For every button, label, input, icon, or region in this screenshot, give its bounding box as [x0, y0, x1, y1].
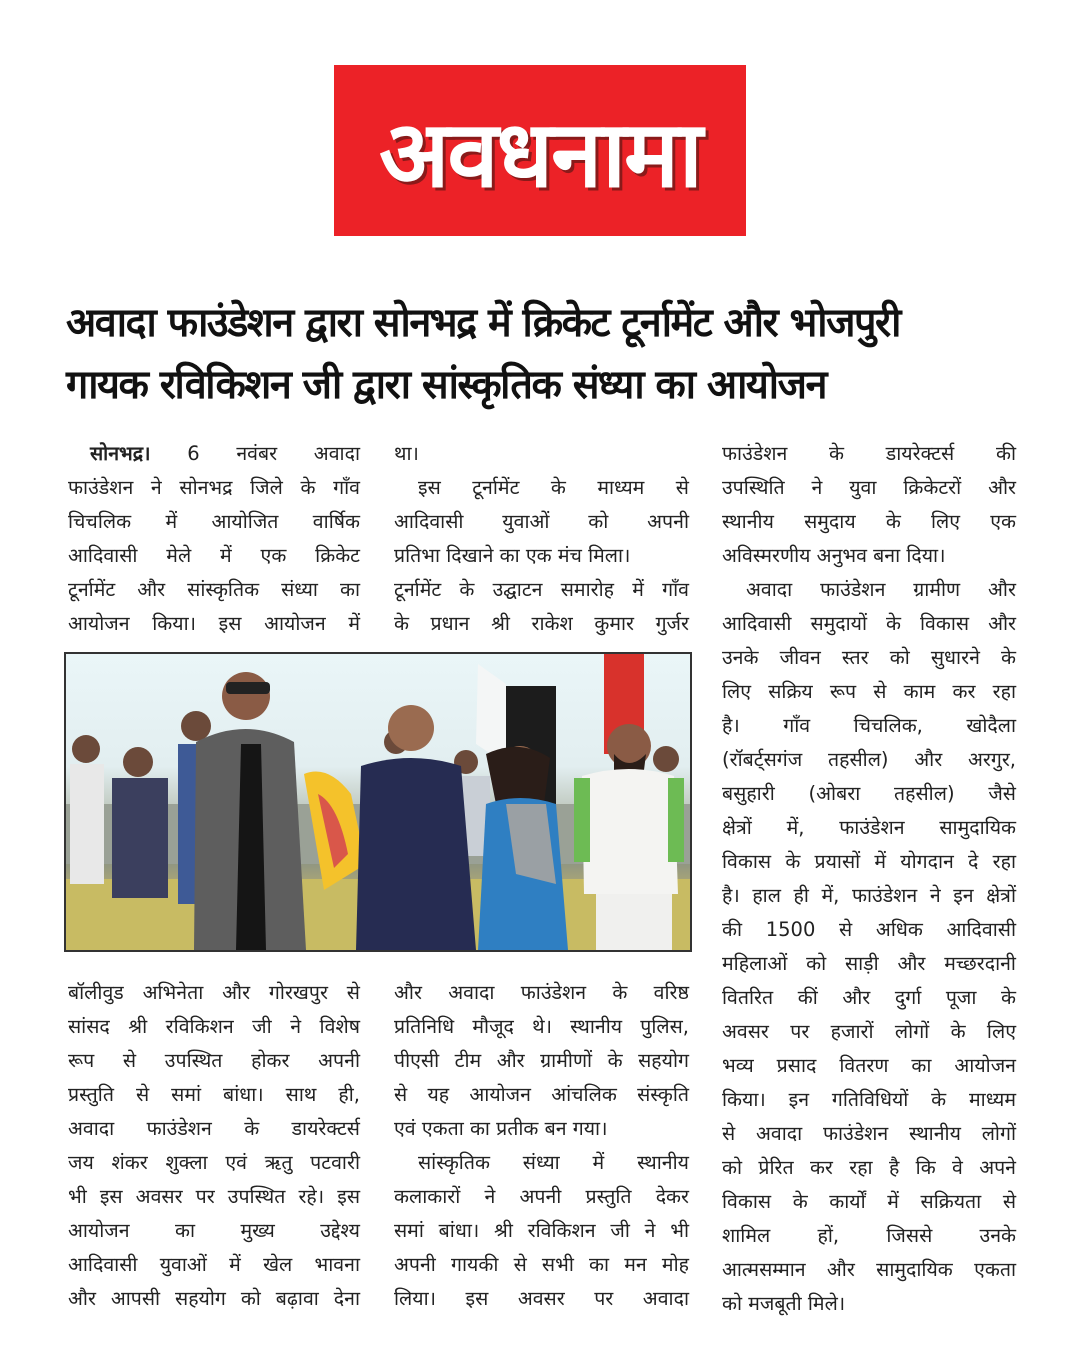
dateline: सोनभद्र।: [90, 442, 151, 465]
article-line: सांस्कृतिक संध्या में स्थानीय: [418, 1151, 689, 1174]
article-line: रूप से उपस्थित होकर अपनी: [68, 1049, 360, 1072]
article-line: विकास के प्रयासों में योगदान दे रहा: [722, 850, 1016, 873]
headline-line-2: गायक रविकिशन जी द्वारा सांस्कृतिक संध्या का आयोजन: [66, 362, 826, 408]
article-line: फाउंडेशन के डायरेक्टर्स की: [722, 442, 1016, 465]
masthead-logo-text: अवधनामा: [379, 100, 701, 208]
person-blue-shirt: [356, 705, 476, 950]
article-line: पीएसी टीम और ग्रामीणों के सहयोग: [394, 1049, 689, 1072]
article-line: को प्रेरित कर रहा है कि वे अपने: [722, 1156, 1016, 1179]
article-column-2-bottom: [394, 976, 689, 1316]
article-line: से यह आयोजन आंचलिक संस्कृति: [394, 1083, 689, 1106]
article-line: और आपसी सहयोग को बढ़ावा देना: [68, 1287, 360, 1310]
article-line: क्षेत्रों में, फाउंडेशन सामुदायिक: [722, 816, 1016, 839]
article-line: अविस्मरणीय अनुभव बना दिया।: [722, 544, 946, 567]
article-line: जय शंकर शुक्ला एवं ऋतु पटवारी: [68, 1151, 360, 1174]
article-line: को मजबूती मिले।: [722, 1292, 846, 1315]
article-line: [68, 437, 360, 471]
article-line: समां बांधा। श्री रविकिशन जी ने भी: [394, 1219, 689, 1242]
article-line: विकास के कार्यों में सक्रियता से: [722, 1190, 1016, 1213]
article-line: स्थानीय समुदाय के लिए एक: [722, 510, 1016, 533]
article-line: कलाकारों ने अपनी प्रस्तुति देकर: [394, 1185, 689, 1208]
photo-illustration: [66, 654, 690, 950]
article-line: अपनी गायकी से सभी का मन मोह: [394, 1253, 689, 1276]
article-line: आत्मसम्मान और सामुदायिक एकता: [722, 1258, 1016, 1281]
article-line: की 1500 से अधिक आदिवासी: [722, 918, 1016, 941]
article-line-text: 6 नवंबर अवादा: [187, 442, 360, 465]
article-line: टूर्नामेंट और सांस्कृतिक संध्या का: [68, 578, 360, 601]
headline: [66, 292, 1026, 416]
article-line: आदिवासी युवाओं में खेल भावना: [68, 1253, 360, 1276]
article-line: के प्रधान श्री राकेश कुमार गुर्जर: [394, 612, 689, 635]
article-column-3: [722, 437, 1016, 1321]
article-column-1-bottom: [68, 976, 360, 1316]
article-line: लिया। इस अवसर पर अवादा: [394, 1287, 689, 1310]
article-line: चिचलिक में आयोजित वार्षिक: [68, 510, 360, 533]
article-line: आदिवासी युवाओं को अपनी: [394, 510, 689, 533]
article-line: टूर्नामेंट के उद्घाटन समारोह में गाँव: [394, 578, 689, 601]
article-line: भी इस अवसर पर उपस्थित रहे। इस: [68, 1185, 360, 1208]
article-line: आयोजन किया। इस आयोजन में: [68, 612, 360, 635]
article-line: बॉलीवुड अभिनेता और गोरखपुर से: [68, 981, 360, 1004]
article-column-1-top: [68, 437, 360, 641]
article-line: से अवादा फाउंडेशन स्थानीय लोगों: [722, 1122, 1016, 1145]
article-line: अवादा फाउंडेशन के डायरेक्टर्स: [68, 1117, 360, 1140]
article-line: भव्य प्रसाद वितरण का आयोजन: [722, 1054, 1016, 1077]
article-line: एवं एकता का प्रतीक बन गया।: [394, 1117, 608, 1140]
article-line: महिलाओं को साड़ी और मच्छरदानी: [722, 952, 1016, 975]
news-photo: [64, 652, 692, 952]
article-line: उनके जीवन स्तर को सुधारने के: [722, 646, 1016, 669]
article-line: है। गाँव चिचलिक, खोदैला: [722, 714, 1016, 737]
article-line: बसुहारी (ओबरा तहसील) जैसे: [722, 782, 1016, 805]
article-line: और अवादा फाउंडेशन के वरिष्ठ: [394, 981, 689, 1004]
article-line: उपस्थिति ने युवा क्रिकेटरों और: [722, 476, 1016, 499]
article-line: प्रतिभा दिखाने का एक मंच मिला।: [394, 544, 631, 567]
headline-line-1: अवादा फाउंडेशन द्वारा सोनभद्र में क्रिकेट टूर्नामेंट और भोजपुरी: [66, 300, 900, 346]
article-line: अवादा फाउंडेशन ग्रामीण और: [746, 578, 1016, 601]
article-line: है। हाल ही में, फाउंडेशन ने इन क्षेत्रों: [722, 884, 1016, 907]
article-line: सांसद श्री रविकिशन जी ने विशेष: [68, 1015, 360, 1038]
article-line: प्रस्तुति से समां बांधा। साथ ही,: [68, 1083, 360, 1106]
article-line: शामिल हों, जिससे उनके: [722, 1224, 1016, 1247]
article-line: आदिवासी मेले में एक क्रिकेट: [68, 544, 360, 567]
article-column-2-top: [394, 437, 689, 641]
article-line: लिए सक्रिय रूप से काम कर रहा: [722, 680, 1016, 703]
article-line: अवसर पर हजारों लोगों के लिए: [722, 1020, 1016, 1043]
article-line: आदिवासी समुदायों के विकास और: [722, 612, 1016, 635]
article-line: था।: [394, 442, 419, 465]
masthead-logo: [334, 65, 746, 236]
article-line: इस टूर्नामेंट के माध्यम से: [418, 476, 689, 499]
article-line: प्रतिनिधि मौजूद थे। स्थानीय पुलिस,: [394, 1015, 689, 1038]
person-jacket: [194, 672, 306, 950]
article-line: वितरित कीं और दुर्गा पूजा के: [722, 986, 1016, 1009]
article-line: आयोजन का मुख्य उद्देश्य: [68, 1219, 360, 1242]
article-line: (रॉबर्ट्सगंज तहसील) और अरगुर,: [722, 748, 1016, 771]
article-line: फाउंडेशन ने सोनभद्र जिले के गाँव: [68, 476, 360, 499]
article-line: किया। इन गतिविधियों के माध्यम: [722, 1088, 1016, 1111]
